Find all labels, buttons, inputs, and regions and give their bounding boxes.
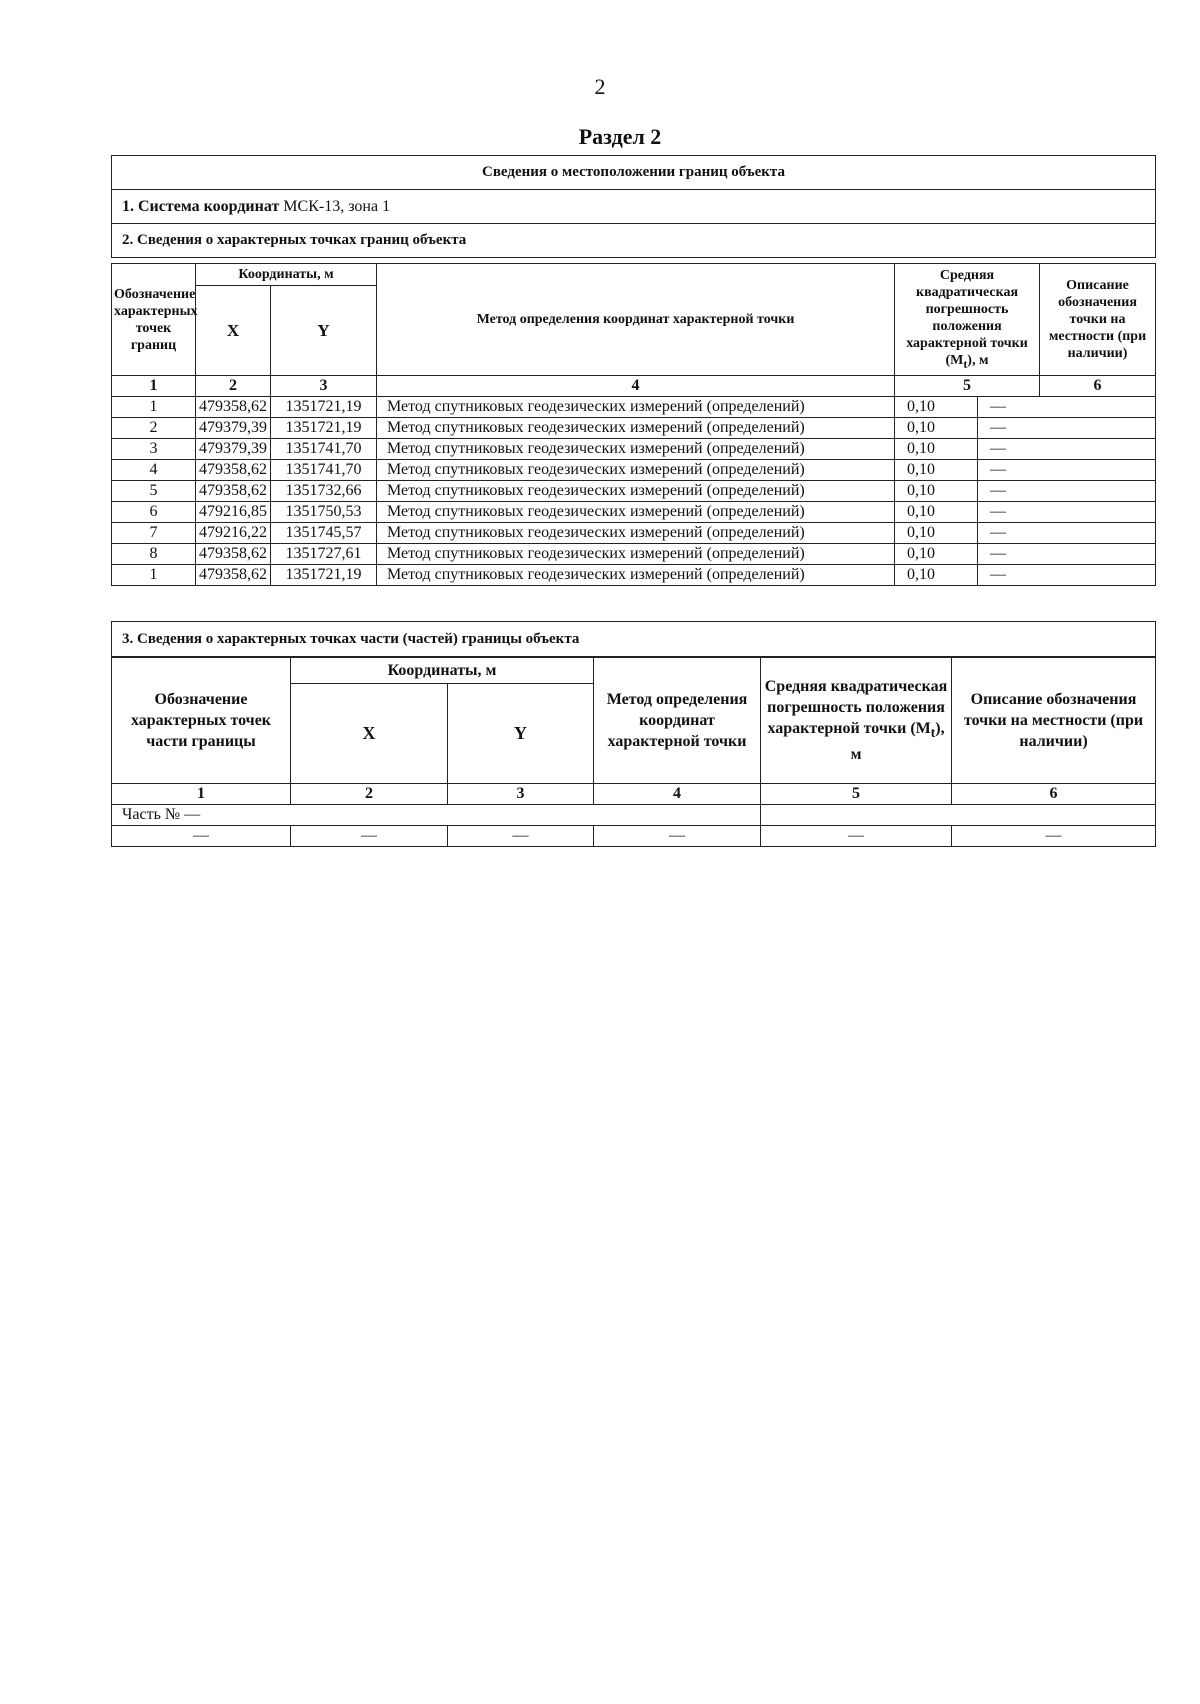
accuracy: 0,10 <box>895 544 978 565</box>
accuracy: 0,10 <box>895 460 978 481</box>
method: Метод спутниковых геодезических измерений (определений) <box>377 565 895 586</box>
header-method: Метод определения координат характерной точки <box>377 264 895 376</box>
empty-cell: — <box>448 826 594 847</box>
description: — <box>978 481 1156 502</box>
coord-system-row <box>112 190 1156 224</box>
coord-y: 1351732,66 <box>271 481 377 502</box>
part-label: Часть № — <box>112 805 761 826</box>
accuracy: 0,10 <box>895 397 978 418</box>
part-empty-cell <box>761 805 1156 826</box>
method: Метод спутниковых геодезических измерений (определений) <box>377 397 895 418</box>
point-number: 7 <box>112 523 196 544</box>
point-number: 6 <box>112 502 196 523</box>
header-coords: Координаты, м <box>291 658 594 684</box>
column-number: 1 <box>112 784 291 805</box>
point-number: 8 <box>112 544 196 565</box>
method: Метод спутниковых геодезических измерений (определений) <box>377 502 895 523</box>
header-x: X <box>291 684 448 784</box>
description: — <box>978 397 1156 418</box>
method: Метод спутниковых геодезических измерений (определений) <box>377 544 895 565</box>
coord-y: 1351745,57 <box>271 523 377 544</box>
header-accuracy <box>895 264 1040 376</box>
table-row <box>112 481 1156 502</box>
coord-y: 1351721,19 <box>271 397 377 418</box>
part-row <box>112 805 1156 826</box>
coord-y: 1351727,61 <box>271 544 377 565</box>
description: — <box>978 565 1156 586</box>
location-info-header-table <box>111 155 1156 258</box>
header-accuracy-main: Средняя квадратическая погрешность положения характерной точки (M <box>764 678 948 738</box>
column-number: 2 <box>196 376 271 397</box>
coord-y: 1351741,70 <box>271 460 377 481</box>
description: — <box>978 418 1156 439</box>
header-accuracy-sub: t <box>963 357 968 371</box>
column-number: 6 <box>1040 376 1156 397</box>
method: Метод спутниковых геодезических измерений (определений) <box>377 523 895 544</box>
column-number: 6 <box>952 784 1156 805</box>
header-accuracy-end: ), м <box>967 352 989 368</box>
table-row <box>112 826 1156 847</box>
table-row <box>112 523 1156 544</box>
header-designation: Обозначение характерных точек границ <box>112 264 196 376</box>
header-description: Описание обозначения точки на местности (при наличии) <box>952 658 1156 784</box>
table-caption: Сведения о местоположении границ объекта <box>112 156 1156 190</box>
header-description: Описание обозначения точки на местности (при наличии) <box>1040 264 1156 376</box>
coord-x: 479358,62 <box>196 481 271 502</box>
coord-x: 479379,39 <box>196 418 271 439</box>
coord-x: 479216,85 <box>196 502 271 523</box>
accuracy: 0,10 <box>895 523 978 544</box>
column-number: 5 <box>761 784 952 805</box>
coord-x: 479358,62 <box>196 565 271 586</box>
header-accuracy <box>761 658 952 784</box>
table-row <box>112 418 1156 439</box>
accuracy: 0,10 <box>895 418 978 439</box>
column-number: 4 <box>594 784 761 805</box>
table-row <box>112 397 1156 418</box>
boundary-points-table <box>111 263 1156 586</box>
table-row <box>112 460 1156 481</box>
header-y: Y <box>271 286 377 376</box>
coord-y: 1351750,53 <box>271 502 377 523</box>
empty-cell: — <box>594 826 761 847</box>
point-number: 3 <box>112 439 196 460</box>
header-accuracy-main: Средняя квадратическая погрешность положения характерной точки (M <box>906 267 1028 368</box>
description: — <box>978 544 1156 565</box>
point-number: 1 <box>112 397 196 418</box>
header-coords: Координаты, м <box>196 264 377 286</box>
header-method: Метод определения координат характерной точки <box>594 658 761 784</box>
method: Метод спутниковых геодезических измерений (определений) <box>377 439 895 460</box>
column-numbers-row <box>112 784 1156 805</box>
coord-system-value: МСК-13, зона 1 <box>283 197 391 215</box>
header-x: X <box>196 286 271 376</box>
point-number: 2 <box>112 418 196 439</box>
accuracy: 0,10 <box>895 565 978 586</box>
accuracy: 0,10 <box>895 481 978 502</box>
column-number: 3 <box>271 376 377 397</box>
header-accuracy-end: ), м <box>850 720 945 763</box>
section-title: Раздел 2 <box>578 124 662 149</box>
description: — <box>978 523 1156 544</box>
point-number: 1 <box>112 565 196 586</box>
description: — <box>978 460 1156 481</box>
empty-cell: — <box>112 826 291 847</box>
coord-y: 1351721,19 <box>271 565 377 586</box>
coord-x: 479358,62 <box>196 397 271 418</box>
accuracy: 0,10 <box>895 502 978 523</box>
empty-cell: — <box>761 826 952 847</box>
header-y: Y <box>448 684 594 784</box>
coord-x: 479379,39 <box>196 439 271 460</box>
method: Метод спутниковых геодезических измерений (определений) <box>377 481 895 502</box>
column-number: 1 <box>112 376 196 397</box>
column-number: 3 <box>448 784 594 805</box>
section2-title: 2. Сведения о характерных точках границ объекта <box>112 224 1156 258</box>
section3-title: 3. Сведения о характерных точках части (частей) границы объекта <box>112 622 1156 657</box>
header-designation: Обозначение характерных точек части границы <box>112 658 291 784</box>
column-number: 4 <box>377 376 895 397</box>
coord-y: 1351741,70 <box>271 439 377 460</box>
table-row <box>112 565 1156 586</box>
description: — <box>978 439 1156 460</box>
description: — <box>978 502 1156 523</box>
empty-cell: — <box>291 826 448 847</box>
point-number: 5 <box>112 481 196 502</box>
coord-x: 479216,22 <box>196 523 271 544</box>
coord-x: 479358,62 <box>196 460 271 481</box>
point-number: 4 <box>112 460 196 481</box>
table-row <box>112 439 1156 460</box>
table-row <box>112 544 1156 565</box>
accuracy: 0,10 <box>895 439 978 460</box>
table-row <box>112 502 1156 523</box>
coord-x: 479358,62 <box>196 544 271 565</box>
part-points-table <box>111 657 1156 847</box>
column-number: 2 <box>291 784 448 805</box>
header-accuracy-sub: t <box>930 725 936 741</box>
column-numbers-row <box>112 376 1156 397</box>
page-number: 2 <box>594 74 606 99</box>
column-number: 5 <box>895 376 1040 397</box>
section3-header-table <box>111 621 1156 657</box>
method: Метод спутниковых геодезических измерений (определений) <box>377 460 895 481</box>
coord-y: 1351721,19 <box>271 418 377 439</box>
empty-cell: — <box>952 826 1156 847</box>
coord-system-label: 1. Система координат <box>122 197 280 215</box>
method: Метод спутниковых геодезических измерений (определений) <box>377 418 895 439</box>
